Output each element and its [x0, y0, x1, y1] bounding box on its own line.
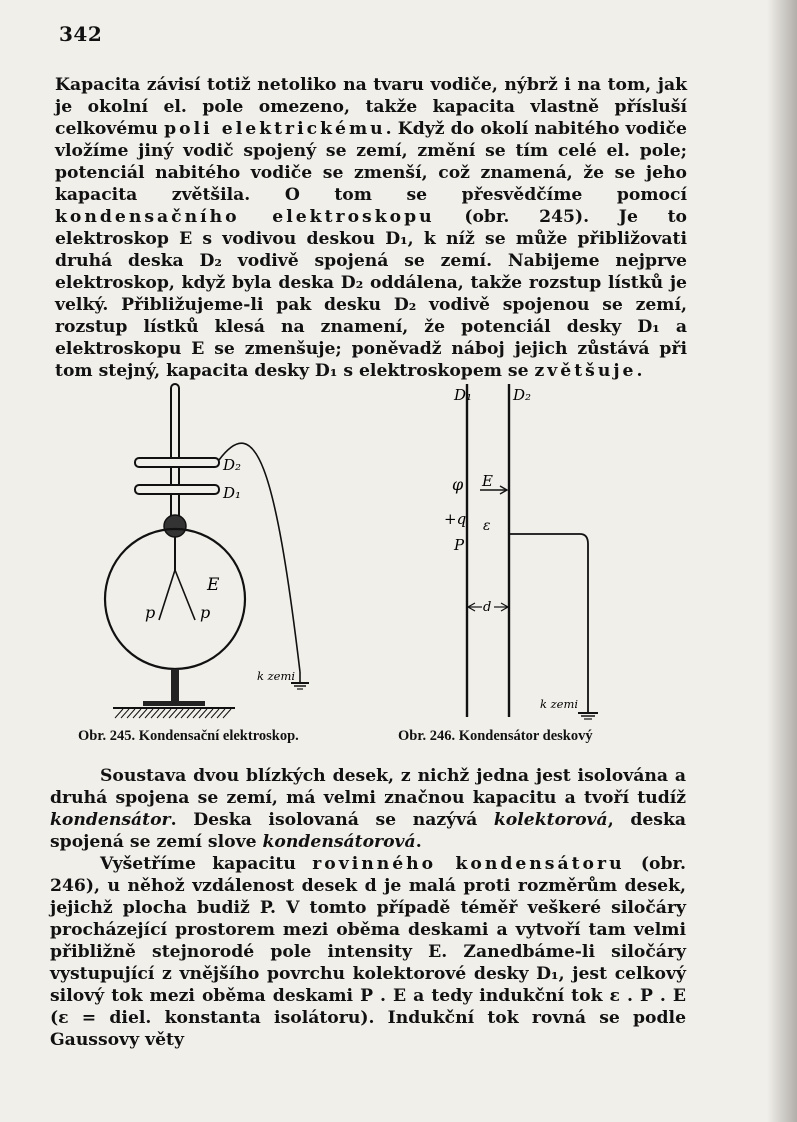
figure-246-plate-capacitor: [420, 372, 660, 727]
insulating-rod: [171, 384, 179, 526]
caption-figure-245: Obr. 245. Kondensační elektroskop.: [78, 728, 299, 744]
caption-figure-246: Obr. 246. Kondensátor deskový: [398, 728, 593, 744]
label-p-left: p: [145, 603, 156, 622]
label-p: P: [454, 536, 465, 554]
label-e: E: [207, 575, 220, 595]
stand: [171, 669, 179, 703]
ground-hatch: [115, 709, 231, 718]
label-ground: k zemi: [257, 669, 296, 683]
label-d2: D₂: [223, 456, 242, 474]
page-number: 342: [59, 22, 103, 46]
label-phi: φ: [452, 475, 464, 494]
label-ground: k zemi: [540, 697, 579, 711]
label-e: E: [482, 472, 493, 490]
plate-d1: [135, 485, 219, 494]
paragraph-capacity-intro: Kapacita závisí totiž netoliko na tvaru vodiče, nýbrž i na tom, jak je okolní el. pole omezeno, takže kapacita vlastně přísluší celkovému poli elektrickému. Když do okolí nabitého vodiče vložíme jiný vodič spojený se zemí, změní se tím celé el. pole; potenciál nabitého vodiče se zmenší, což znamená, že se jeho kapacita zvětšila. O tom se přesvědčíme pomocí kondensačního elektroskopu (obr. 245). Je to elektroskop E s vodivou deskou D₁, k níž se může přibližovati druhá deska D₂ vodivě spojená se zemí. Nabijeme nejprve elektroskop, když byla deska D₂ oddálena, takže rozstup lístků je velký. Přibližujeme-li pak desku D₂ vodivě spojenou se zemí, rozstup lístků klesá na znamení, že potenciál desky D₁ a elektroskopu E se zmenšuje; poněvadž náboj jejich zůstává při tom stejný, kapacita desky D₁ s elektroskopem se zvětšuje.: [55, 75, 687, 381]
plate-d2: [135, 458, 219, 467]
label-d2: D₂: [513, 386, 532, 404]
label-d1: D₁: [223, 484, 242, 502]
leaf-left: [159, 570, 175, 620]
label-plus-q: +q: [444, 510, 467, 528]
label-epsilon: ε: [483, 518, 491, 534]
label-p-right: p: [200, 603, 211, 622]
label-d1: D₁: [454, 386, 473, 404]
ground-lead: [509, 534, 588, 712]
body-text-capacitor: [50, 765, 686, 1051]
label-d: d: [483, 600, 492, 615]
paragraph-plate-capacitor: Vyšetříme kapacitu rovinného kondensátoru (obr. 246), u něhož vzdálenost desek d je malá proti rozměrům desek, jejichž plocha budiž P. V tomto případě téměř veškeré siločáry procházející prostorem mezi oběma deskami a vytvoří tam velmi přibližně stejnorodé pole intensity E. Zanedbáme-li siločáry vystupující z vnějšího povrchu kolektorové desky D₁, jest celkový silový tok mezi oběma deskami P . E a tedy indukční tok ε . P . E (ε = diel. konstanta isolátoru). Indukční tok rovná se podle Gaussovy věty: [50, 854, 686, 1050]
page-edge-shadow: [767, 0, 797, 1122]
figure-245-electroscope: [95, 372, 335, 727]
paragraph-capacitor-definition: Soustava dvou blízkých desek, z nichž jedna jest isolována a druhá spojena se zemí, má velmi značnou kapacitu a tvoří tudíž kondensátor. Deska isolovaná se nazývá kolektorová, deska spojená se zemí slove kondensátorová.: [50, 766, 686, 852]
stopper: [164, 515, 186, 537]
leaf-right: [175, 570, 195, 620]
